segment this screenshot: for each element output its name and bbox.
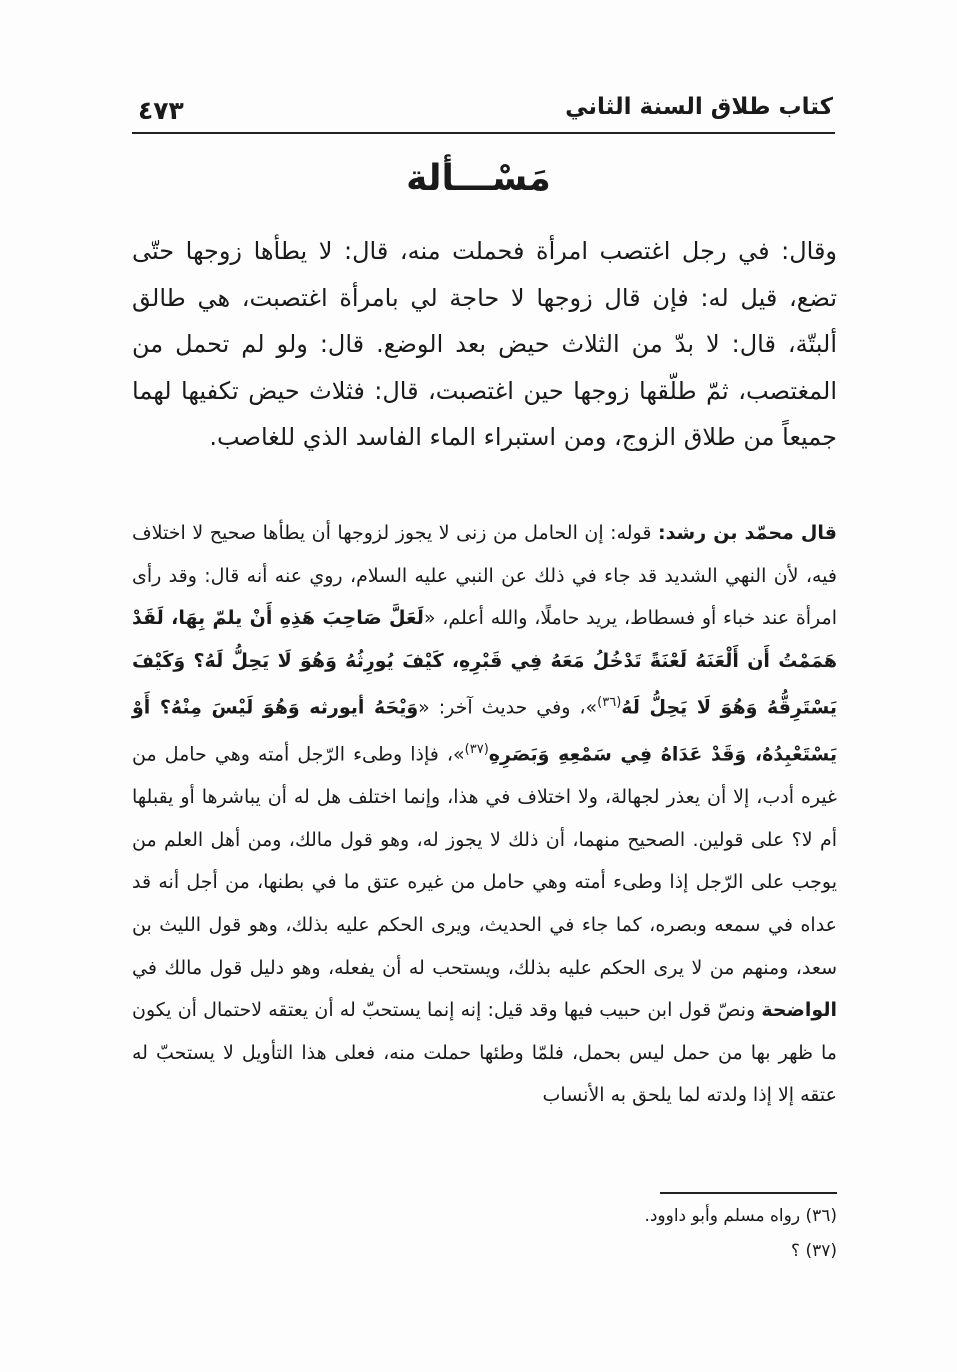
paragraph-question: وقال: في رجل اغتصب امرأة فحملت منه، قال: لا يطأها زوجها حتّى تضع، قيل له: فإن قال زوجها لا حاجة لي بامرأة اغتصبت، هي طالق ألبتّة، قال: لا بدّ من الثلاث حيض بعد الوضع. قال: ولو لم تحمل من المغتصب، ثمّ طلّقها زوجها حين اغتصبت، قال: فثلاث حيض تكفيها لهما جميعاً من طلاق الزوج، ومن استبراء الماء الفاسد الذي للغاصب. xyxy=(132,237,837,451)
paragraph-commentary xyxy=(132,512,837,1117)
page-number: ٤٧٣ xyxy=(138,96,184,125)
hadith-quote-2: وَيْحَهُ أيورثه وَهُوَ لَيْسَ مِنْهُ؟ أَوْ يَسْتَعْبِدُهُ، وَقَدْ عَدَاهُ فِي سَمْعِهِ وَبَصَرِهِ xyxy=(132,696,837,766)
commentary-text-2: »، وفي حديث آخر: « xyxy=(418,696,598,719)
section-heading: مَسْـــألة xyxy=(406,158,551,199)
commentary-text-4: ونصّ قول ابن حبيب فيها وقد قيل: إنه إنما يستحبّ له أن يعتقه لاحتمال أن يكون ما ظهر بها من حمل ليس بحمل، فلمّا وطئها حملت منه، فعلى هذا التأويل لا يستحبّ له عتقه إلا إذا ولدته لما يلحق به الأنساب xyxy=(132,999,837,1107)
hadith-quote-1: لَعَلَّ صَاحِبَ هَذِهِ أَنْ يلمّ بِهَا، لَقَدْ هَمَمْتُ أَن أَلْعَنَهُ لَعْنَةً تَدْخُلُ مَعَهُ فِي قَبْرِهِ، كَيْفَ يُورِثُهُ وَهُوَ لَا يَحِلُّ لَهُ؟ وَكَيْفَ يَسْتَرِقُّهُ وَهُوَ لَا يَحِلُّ لَهُ xyxy=(132,607,837,719)
footnote-36: (٣٦) رواه مسلم وأبو داوود. xyxy=(644,1206,837,1226)
running-title: كتاب طلاق السنة الثاني xyxy=(565,94,833,120)
footnote-divider xyxy=(660,1192,837,1194)
commentary-text-3: »، فإذا وطىء الرّجل أمته وهي حامل من غيره أدب، إلا أن يعذر لجهالة، ولا اختلاف في هذا، وإنما اختلف هل له أن يباشرها أو يقبلها أم لا؟ على قولين. الصحيح منهما، أن ذلك لا يجوز له، وهو قول مالك، ومن أهل العلم من يوجب على الرّجل إذا وطىء أمته وهي حامل من غيره عتق ما في بطنها، من أجل أنه قد عداه في سمعه وبصره، كما جاء في الحديث، ويرى الحكم عليه بذلك، وهو قول الليث بن سعد، ومنهم من لا يرى الحكم عليه بذلك، ويستحب له أن يفعله، وهو دليل قول مالك في xyxy=(132,743,837,979)
commentator-name: قال محمّد بن رشد: xyxy=(657,522,837,544)
page-header xyxy=(132,92,835,134)
source-title: الواضحة xyxy=(761,999,837,1022)
commentary-text-1: قوله: إن الحامل من زنى لا يجوز لزوجها أن يطأها صحيح لا اختلاف فيه، لأن النهي الشديد قد جاء في ذلك عن النبي عليه السلام، روي عنه أنه قال: وقد رأى امرأة عند خباء أو فسطاط، يريد حاملًا، والله أعلم، « xyxy=(132,522,837,630)
footnotes xyxy=(132,1199,837,1269)
footnote-ref-37[interactable]: (٣٧) xyxy=(464,742,489,758)
footnote-37: (٣٧) ؟ xyxy=(791,1241,837,1261)
footnote-ref-36[interactable]: (٣٦) xyxy=(597,695,622,711)
